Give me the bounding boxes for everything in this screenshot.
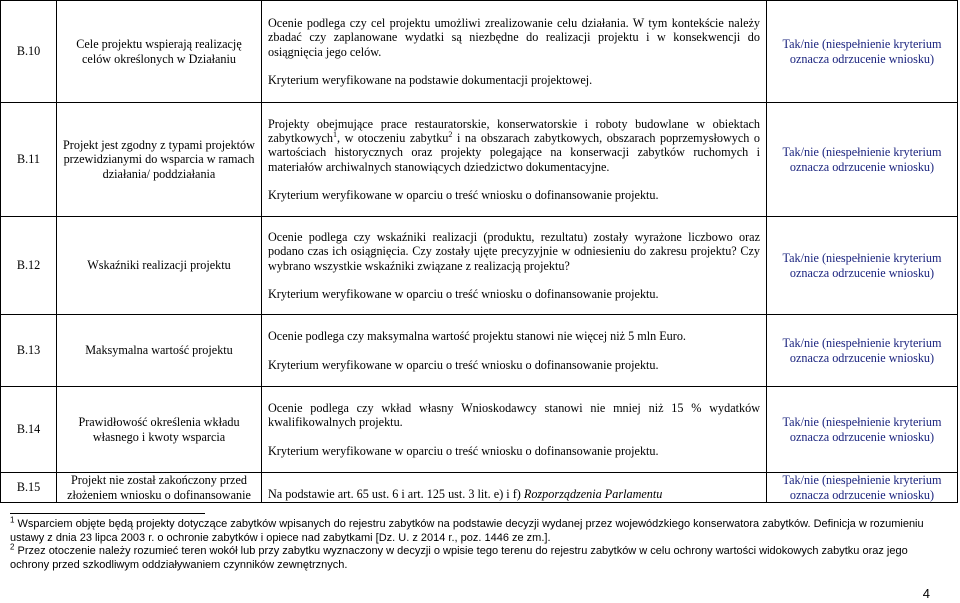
criterion-name: Cele projektu wspierają realizację celów określonych w Działaniu <box>57 1 262 103</box>
footnote-mark: 1 <box>10 515 15 525</box>
description-text: Ocenie podlega czy cel projektu umożliwi zrealizowanie celu działania. W tym kontekście należy zbadać czy zaplanowane wydatki są niezbędne do realizacji projektu i w konsekwencji do osiągnięcia jego celów. <box>268 15 760 59</box>
criterion-row <box>1 473 958 503</box>
criterion-id: B.10 <box>1 1 57 103</box>
description-part: i na obszarach zabytkowych, obszarach poprzemysłowych o wartościach historycznych oraz projekty polegające na konserwacji zabytków ruchomych i materiałów archiwalnych stanowiących dziedzictwo dokumentacyjne. <box>268 131 760 174</box>
criterion-row <box>1 387 958 473</box>
description-part: Projekty obejmujące prace restauratorskie, konserwatorskie i roboty budowlane w obiektach zabytkowych <box>268 116 760 146</box>
criterion-id: B.14 <box>1 387 57 473</box>
criterion-id: B.13 <box>1 315 57 387</box>
criterion-description <box>262 1 767 103</box>
verification-note: Kryterium weryfikowane w oparciu o treść wniosku o dofinansowanie projektu. <box>268 357 659 372</box>
criterion-description <box>262 473 767 503</box>
verification-note: Kryterium weryfikowane w oparciu o treść wniosku o dofinansowanie projektu. <box>268 443 659 458</box>
criterion-row <box>1 1 958 103</box>
criterion-row <box>1 315 958 387</box>
criterion-name: Maksymalna wartość projektu <box>57 315 262 387</box>
footnotes <box>10 513 940 572</box>
criterion-id: B.12 <box>1 217 57 315</box>
criterion-id: B.15 <box>1 473 57 503</box>
description-text <box>268 117 760 174</box>
criterion-verdict: Tak/nie (niespełnienie kryterium oznacza odrzucenie wniosku) <box>767 103 958 217</box>
description-part: , w otoczeniu zabytku <box>336 131 449 146</box>
description-text: Ocenie podlega czy wkład własny Wnioskodawcy stanowi nie mniej niż 15 % wydatków kwalifikowalnych projektu. <box>268 401 760 430</box>
footnote-text: Przez otoczenie należy rozumieć teren wokół lub przy zabytku wyznaczony w decyzji o wpisie tego terenu do rejestru zabytków w celu ochrony wartości widokowych zabytku oraz jego ochrony przed szkodliwym oddziaływaniem czynników zewnętrznych. <box>10 545 908 571</box>
footnote-separator <box>10 513 205 514</box>
criterion-description <box>262 103 767 217</box>
criterion-verdict: Tak/nie (niespełnienie kryterium oznacza odrzucenie wniosku) <box>767 473 958 503</box>
footnote <box>10 515 940 545</box>
description-text: Ocenie podlega czy wskaźniki realizacji (produktu, rezultatu) zostały wyrażone liczbowo oraz podano czas ich osiągnięcia. Czy zostały ujęte precyzyjnie w odniesieniu do zakresu projektu? Czy wybrano wszystkie wskaźniki związane z realizacją projektu? <box>268 229 760 273</box>
footnote-ref: 1 <box>332 129 337 139</box>
criterion-id: B.11 <box>1 103 57 217</box>
footnote-text: Wsparciem objęte będą projekty dotyczące zabytków wpisanych do rejestru zabytków na podstawie decyzji wydanej przez wojewódzkiego konserwatora zabytków. Definicja w rozumieniu ustawy z dnia 23 lipca 2003 r. o ochronie zabytków i opiece nad zabytkami [Dz. U. z 2014 r., poz. 1446 ze zm.]. <box>10 518 924 544</box>
criterion-name: Prawidłowość określenia wkładu własnego i kwoty wsparcia <box>57 387 262 473</box>
criterion-verdict: Tak/nie (niespełnienie kryterium oznacza odrzucenie wniosku) <box>767 217 958 315</box>
criterion-row <box>1 103 958 217</box>
criterion-verdict: Tak/nie (niespełnienie kryterium oznacza odrzucenie wniosku) <box>767 315 958 387</box>
criterion-description <box>262 387 767 473</box>
criterion-row <box>1 217 958 315</box>
criterion-verdict: Tak/nie (niespełnienie kryterium oznacza odrzucenie wniosku) <box>767 1 958 103</box>
footnote-mark: 2 <box>10 542 15 552</box>
footnote-ref: 2 <box>448 129 453 139</box>
criterion-name: Wskaźniki realizacji projektu <box>57 217 262 315</box>
criterion-description <box>262 315 767 387</box>
verification-note: Kryterium weryfikowane w oparciu o treść wniosku o dofinansowanie projektu. <box>268 187 659 202</box>
page-number: 4 <box>922 586 930 601</box>
description-text: Ocenie podlega czy maksymalna wartość projektu stanowi nie więcej niż 5 mln Euro. <box>268 329 686 344</box>
criterion-name: Projekt jest zgodny z typami projektów przewidzianymi do wsparcia w ramach działania/ poddziałania <box>57 103 262 217</box>
criterion-description <box>262 217 767 315</box>
criterion-verdict: Tak/nie (niespełnienie kryterium oznacza odrzucenie wniosku) <box>767 387 958 473</box>
verification-note: Kryterium weryfikowane w oparciu o treść wniosku o dofinansowanie projektu. <box>268 286 659 301</box>
regulation-title: Rozporządzenia Parlamentu <box>523 486 663 501</box>
verification-note: Kryterium weryfikowane na podstawie dokumentacji projektowej. <box>268 72 593 87</box>
footnote <box>10 542 940 572</box>
description-part: Na podstawie art. 65 ust. 6 i art. 125 ust. 3 lit. e) i f) <box>268 486 524 501</box>
description-text <box>268 487 760 501</box>
criterion-name: Projekt nie został zakończony przed złożeniem wniosku o dofinansowanie <box>57 473 262 503</box>
